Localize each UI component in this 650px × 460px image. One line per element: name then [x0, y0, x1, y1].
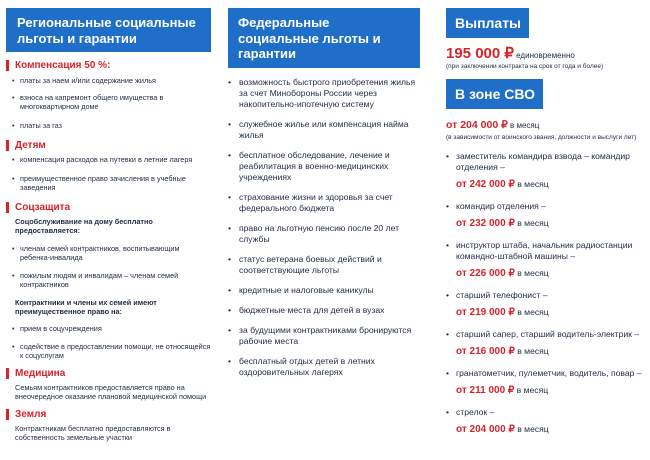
land-text: Контрактникам бесплатно предоставляются в собственность земельные участки [15, 424, 171, 443]
list-item: • за будущими контрактниками бронируются рабочие места [228, 324, 412, 346]
list-item: • страхование жизни и здоровья за счет федерального бюджета [228, 191, 393, 213]
section-compensation [6, 60, 211, 71]
federal-header: Федеральные социальные льготы и гарантии [228, 8, 420, 68]
position-title: командир отделения – [456, 200, 546, 211]
list-item: • пожилым людям и инвалидам – членам семей контрактников [12, 271, 179, 290]
position-title: стрелок – [456, 406, 495, 417]
position-item: • старший телефонист – от 219 000 ₽ в месяц [446, 289, 549, 318]
svo-unit: в месяц [507, 121, 540, 131]
section-marker [6, 140, 9, 151]
section-land [6, 409, 211, 420]
positions-list [446, 151, 646, 437]
section-marker [6, 368, 9, 379]
position-item: • стрелок – от 204 000 ₽ в месяц [446, 406, 549, 435]
one-time-amount: 195 000 ₽ [446, 44, 514, 62]
list-item: • бесплатный отдых детей в летних оздоровительных лагерях [228, 355, 375, 377]
section-title: Медицина [15, 368, 66, 380]
position-title: заместитель командира взвода – командир отделения – [456, 150, 630, 172]
list-item: • бюджетные места для детей в вузах [228, 304, 385, 315]
one-time-note: (при заключении контракта на срок от года и более) [446, 62, 604, 70]
position-amount: от 226 000 ₽ [456, 267, 515, 279]
section-medicine [6, 368, 211, 379]
section-title: Соцзащита [15, 202, 71, 214]
section-marker [6, 202, 9, 213]
position-amount: от 242 000 ₽ [456, 178, 515, 190]
position-item: • заместитель командира взвода – командир отделения – от 242 000 ₽ в месяц [446, 151, 646, 192]
list-item: • прием в соцучреждения [12, 324, 102, 334]
list-item: • взноса на капремонт общего имущества в многоквартирном доме [12, 93, 164, 112]
payments-column [446, 0, 646, 437]
position-amount: от 204 000 ₽ [456, 423, 515, 435]
section-social [6, 202, 211, 213]
section-marker [6, 409, 9, 420]
federal-benefits-column [228, 0, 420, 378]
one-time-unit: единовременно [513, 50, 575, 60]
list-item: • преимущественное право зачисления в учебные заведения [12, 174, 186, 193]
list-item: • служебное жилье или компенсация найма жилья [228, 118, 409, 140]
one-time-payment [446, 44, 646, 63]
position-amount: от 219 000 ₽ [456, 306, 515, 318]
list-item: • бесплатное обследование, лечение и реабилитация в военно-медицинских учреждениях [228, 149, 390, 182]
position-item: • инструктор штаба, начальник радиостанции командно-штабной машины – от 226 000 ₽ в месяц [446, 240, 646, 281]
list-item: • возможность быстрого приобретения жилья за счет Минобороны России через накопительно-ипотечную систему [228, 76, 416, 109]
svo-amount: от 204 000 ₽ [446, 119, 508, 132]
list-item: • кредитные и налоговые каникулы [228, 284, 374, 295]
position-amount: от 211 000 ₽ [456, 384, 515, 396]
list-item: • право на льготную пенсию после 20 лет службы [228, 222, 400, 244]
section-title: Детям [15, 140, 46, 152]
section-kids [6, 140, 211, 151]
regional-benefits-column [6, 0, 211, 442]
position-item: • командир отделения – от 232 000 ₽ в месяц [446, 200, 549, 229]
svo-payment [446, 115, 646, 133]
list-item: • членам семей контрактников, воспитывающим ребенка-инвалида [12, 244, 180, 263]
svo-header: В зоне СВО [446, 79, 543, 109]
list-item: • платы за наем и/или содержание жилья [12, 76, 156, 86]
section-title: Компенсация 50 %: [15, 60, 111, 72]
svo-note: (в зависимости от воинского звания, должности и выслуги лет) [446, 134, 637, 142]
payments-header: Выплаты [446, 8, 529, 38]
social-subheading: Соцобслуживание на дому бесплатно предоставляется: [15, 217, 153, 236]
position-amount: от 216 000 ₽ [456, 345, 515, 357]
position-title: старший сапер, старший водитель-электрик – [456, 328, 640, 339]
social-subheading: Контрактники и члены их семей имеют преимущественное право на: [15, 298, 157, 317]
section-title: Земля [15, 409, 47, 421]
position-title: инструктор штаба, начальник радиостанции командно-штабной машины – [456, 239, 633, 261]
list-item: • компенсация расходов на путевки в летние лагеря [12, 155, 193, 165]
list-item: • содействие в предоставлении помощи, не относящейся к соцуслугам [12, 342, 211, 361]
position-item: • гранатометчик, пулеметчик, водитель, повар – от 211 000 ₽ в месяц [446, 367, 642, 396]
list-item: • статус ветерана боевых действий и соответствующие льготы [228, 253, 382, 275]
position-title: гранатометчик, пулеметчик, водитель, повар – [456, 367, 642, 378]
position-title: старший телефонист – [456, 289, 548, 300]
position-amount: от 232 000 ₽ [456, 217, 515, 229]
regional-header: Региональные социальные льготы и гарантии [6, 8, 211, 52]
medicine-text: Семьям контрактников предоставляется право на внеочередное оказание плановой медицинской помощи [15, 383, 207, 402]
section-marker [6, 60, 9, 71]
position-item: • старший сапер, старший водитель-электрик – от 216 000 ₽ в месяц [446, 328, 640, 357]
list-item: • платы за газ [12, 121, 62, 131]
